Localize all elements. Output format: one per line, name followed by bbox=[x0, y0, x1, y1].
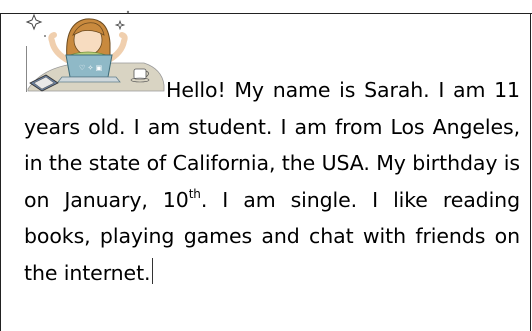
left-border bbox=[0, 13, 1, 331]
ordinal-suffix: th bbox=[188, 186, 201, 201]
intro-paragraph bbox=[24, 72, 520, 291]
paragraph-text-part1: Hello! My name is Sarah. I am 11 years old. I am student. I am from Los Angeles, in the state of California, the USA. My birthday is on January, 10 bbox=[24, 78, 520, 212]
right-border bbox=[530, 13, 531, 331]
text-cursor bbox=[152, 258, 153, 284]
paragraph-text-part2: . I am single. I like reading books, playing games and chat with friends on the internet. bbox=[24, 187, 520, 285]
svg-text:♡ ✧ ▣: ♡ ✧ ▣ bbox=[79, 64, 103, 72]
